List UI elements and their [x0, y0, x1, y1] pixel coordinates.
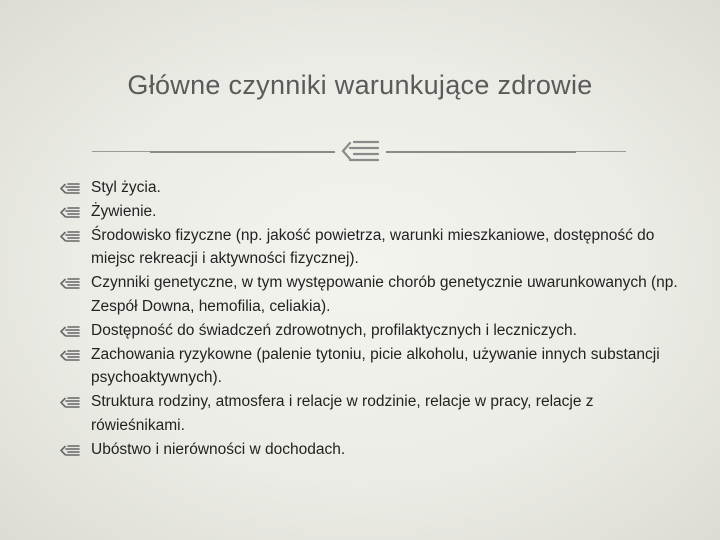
bullet-text: Dostępność do świadczeń zdrowotnych, profilaktycznych i leczniczych.	[91, 321, 577, 339]
bullet-item	[60, 343, 680, 391]
bullet-item	[60, 271, 680, 319]
lines-bullet-icon	[60, 230, 80, 243]
bullet-text: Żywienie.	[91, 202, 157, 220]
bullet-text: Zachowania ryzykowne (palenie tytoniu, picie alkoholu, używanie innych substancji psychoaktywnych).	[91, 345, 660, 387]
divider-right-line-accent	[386, 151, 576, 153]
bullet-text: Struktura rodziny, atmosfera i relacje w rodzinie, relacje w pracy, relacje z rówieśnikami.	[91, 393, 594, 434]
divider-left-line-accent	[150, 151, 335, 153]
bullet-item	[60, 319, 680, 343]
bullet-text: Środowisko fizyczne (np. jakość powietrza, warunki mieszkaniowe, dostępność do miejsc rekreacji i aktywności fizycznej).	[91, 226, 655, 268]
text-align-icon	[340, 137, 380, 165]
lines-bullet-icon	[60, 396, 80, 409]
slide-title: Główne czynniki warunkujące zdrowie	[127, 70, 593, 100]
bullet-item	[60, 224, 680, 272]
lines-bullet-icon	[60, 444, 80, 457]
bullet-item	[60, 438, 680, 462]
lines-bullet-icon	[60, 206, 80, 219]
bullet-text: Ubóstwo i nierówności w dochodach.	[91, 440, 346, 458]
lines-bullet-icon	[60, 325, 80, 338]
bullet-text: Czynniki genetyczne, w tym występowanie chorób genetycznie uwarunkowanych (np. Zespół Downa, hemofilia, celiakia).	[91, 274, 678, 315]
bullet-item	[60, 390, 680, 438]
bullet-item	[60, 200, 680, 224]
bullet-text: Styl życia.	[91, 179, 161, 196]
lines-bullet-icon	[60, 182, 80, 195]
lines-bullet-icon	[60, 277, 80, 290]
bullet-list	[60, 176, 680, 462]
bullet-item	[60, 176, 680, 200]
lines-bullet-icon	[60, 349, 80, 362]
